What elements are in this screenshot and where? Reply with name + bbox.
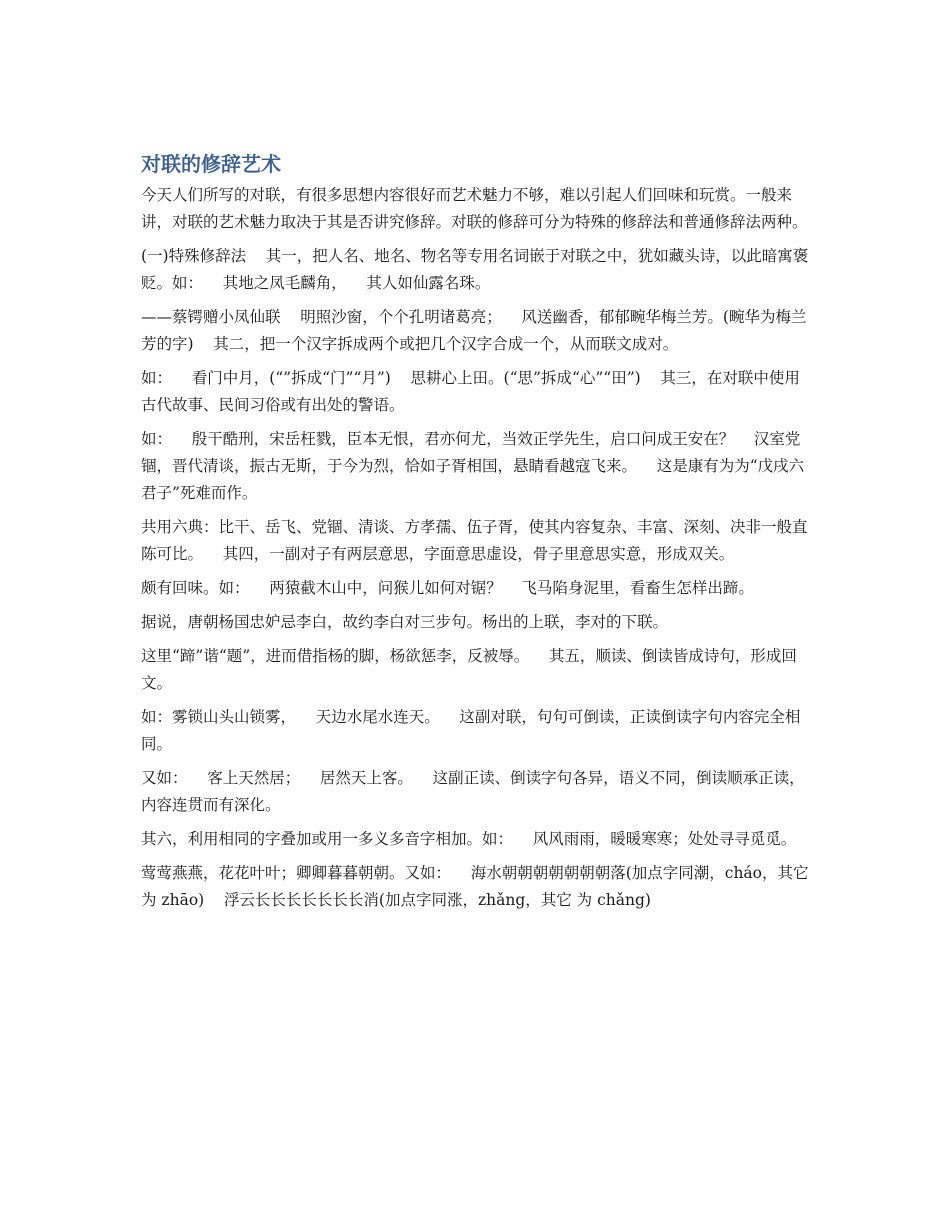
paragraph-intro: 今天人们所写的对联，有很多思想内容很好而艺术魅力不够，难以引起人们回味和玩赏。一般来讲，对联的艺术魅力取决于其是否讲究修辞。对联的修辞可分为特殊的修辞法和普通修辞法两种。 <box>141 186 808 231</box>
document-page <box>141 150 811 921</box>
paragraph-cai-e-couplet: ——蔡锷赠小凤仙联 明照沙窗，个个孔明诸葛亮； 风送幽香，郁郁畹华梅兰芳。(畹华为梅兰芳的字) 其二，把一个汉字拆成两个或把几个汉字合成一个，从而联文成对。 <box>141 308 807 353</box>
paragraph-kang-youwei: 如： 殷干酷刑，宋岳枉戮，臣本无恨，君亦何尤，当效正学先生，启口问成王安在？ 汉室党锢，晋代清谈，振古无斯，于今为烈，恰如子胥相国，悬睛看越寇飞来。 这是康有为为“戊戌六君子”死难而作。 <box>141 430 805 502</box>
paragraph-six-allusions: 共用六典：比干、岳飞、党锢、清谈、方孝孺、伍子胥，使其内容复杂、丰富、深刻、决非一般直陈可比。 其四，一副对子有两层意思，字面意思虚设，骨子里意思实意，形成双关。 <box>141 518 808 563</box>
paragraph-split-characters: 如： 看门中月，(“”拆成“门”“月”) 思耕心上田。(“思”拆成“心”“田”) 其三，在对联中使用古代故事、民间习俗或有出处的警语。 <box>141 369 800 414</box>
paragraph-reduplication: 其六，利用相同的字叠加或用一多义多音字相加。如： 风风雨雨，暖暖寒寒；处处寻寻觅觅。 <box>141 830 797 848</box>
paragraph-palindrome-example-2: 又如： 客上天然居； 居然天上客。 这副正读、倒读字句各异，语义不同，倒读顺承正读，内容连贯而有深化。 <box>141 769 805 814</box>
paragraph-palindrome-example: 如：雾锁山头山锁雾， 天边水尾水连天。 这副对联，句句可倒读，正读倒读字句内容完全相同。 <box>141 708 801 753</box>
paragraph-special-rhetoric: (一)特殊修辞法 其一，把人名、地名、物名等专用名词嵌于对联之中，犹如藏头诗，以此暗寓褒贬。如： 其地之凤毛麟角， 其人如仙露名珠。 <box>141 247 809 292</box>
document-title: 对联的修辞艺术 <box>141 152 281 176</box>
paragraph-li-bai-story: 据说，唐朝杨国忠妒忌李白，故约李白对三步句。杨出的上联，李对的下联。 <box>141 613 669 631</box>
paragraph-palindrome-intro: 这里“蹄”谐“题”，进而借指杨的脚，杨欲惩李，反被辱。 其五，顺读、倒读皆成诗句，形成回文。 <box>141 647 797 692</box>
paragraph-reduplication-example: 莺莺燕燕，花花叶叶；卿卿暮暮朝朝。又如： 海水朝朝朝朝朝朝朝落(加点字同潮，cháo，其它为 zhāo) 浮云长长长长长长长消(加点字同涨，zhǎng，其它 为 chǎng) <box>141 864 809 909</box>
paragraph-pun-example: 颇有回味。如： 两猿截木山中，问猴儿如何对锯？ 飞马陷身泥里，看畜生怎样出蹄。 <box>141 579 754 597</box>
